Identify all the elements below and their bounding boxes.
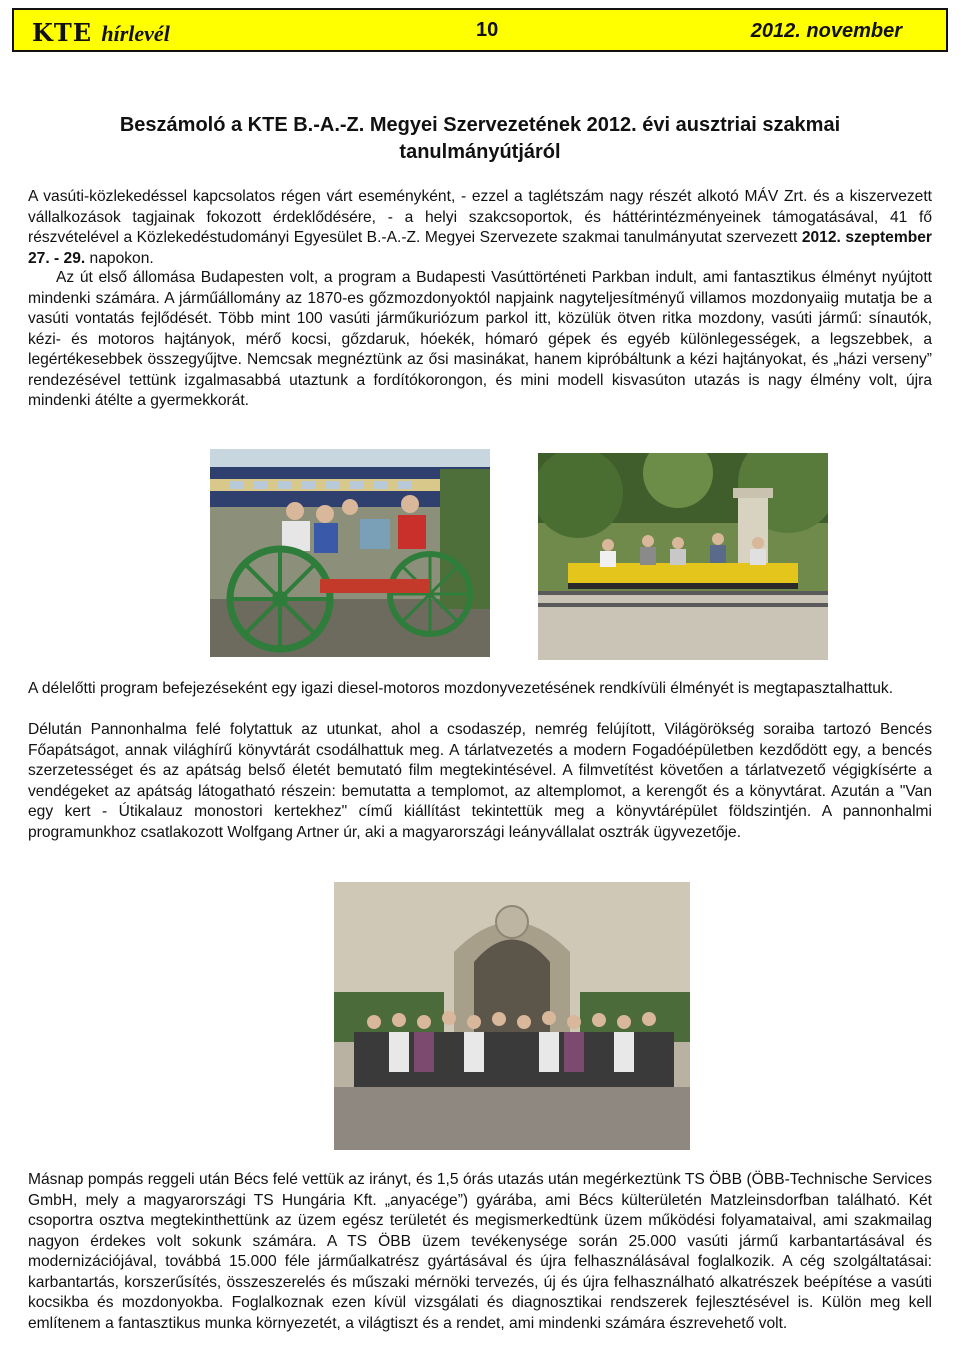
p1-date: 2012. szeptember 27. - 29. (28, 229, 932, 267)
paragraph-budapest: Az út első állomása Budapesten volt, a program a Budapesti Vasúttörténeti Parkban indult, ami fantasztikus élményt nyújtott mindenki számára. A járműállomány az 1870-es gőzmozdonyoktól napjaink nagyteljesítményű villamos mozdonyaiig mutatja be a vasúti vontatás fejlődését. Több mint 100 vasúti járműkuriózum parkol itt, közülük ötven ritka mozdony, vasúti jármű: sínautók, kézi- és motoros hajtányok, mérő kocsi, gőzdaruk, hóekék, hómaró gépek és egyéb különlegességek, a legszebbek, a legértékesebbek összegyűjtve. Nemcsak megnéztünk az ősi masinákat, hanem kipróbáltunk a kézi hajtányokat, és „házi verseny” rendezésével tettünk izgalmasabbá utaztunk a fordítókorongon, és mini modell kisvasúton utazás is nagy élmény volt, újra mindenki átélte a gyermekkorát. (28, 269, 932, 409)
mini-railway-illustration (538, 453, 828, 660)
article-title (60, 112, 900, 166)
logo-main: KTE (32, 18, 93, 47)
group-illustration (334, 882, 690, 1150)
title-line-1: Beszámoló a KTE B.-A.-Z. Megyei Szervezetének 2012. évi ausztriai szakmai (119, 114, 841, 136)
mini-railway-photo (538, 453, 828, 660)
issue-date: 2012. november (750, 20, 902, 42)
group-photo (334, 882, 690, 1150)
newsletter-header (12, 8, 948, 52)
handcar-illustration (210, 449, 490, 657)
kte-logo (32, 18, 170, 47)
p1-end: napokon. (85, 249, 154, 267)
handcar-photo (210, 449, 490, 657)
p1-text: A vasúti-közlekedéssel kapcsolatos régen várt eseményként, - ezzel a taglétszám nagy részét alkotó MÁV Zrt. és a kiszervezett vállalkozások tagjainak fokozott érdeklődésére, - a helyi szakcsoportok, és háttérintézményeinek támogatásával, 41 fő részvételével a Közlekedéstudományi Egyesület B.-A.-Z. Megyei Szervezete szakmai tanulmányutat szervezett (28, 188, 932, 246)
paragraph-pannonhalma: Délután Pannonhalma felé folytattuk az utunkat, ahol a csodaszép, nemrég felújított, Világörökség soraiba tartozó Bencés Főapátságot, annak világhírű könyvtárát csodálhattuk meg. A tárlatvezetés a modern Fogadóépületben kezdődött egy, a bencés szerzetességet és az apátság belső életét bemutató film megtekintésével. A filmvetítést követően a tárlatvezető végigkísérte a vendégeket az apátság látogatható részein: bemutatta a templomot, az altemplomot, a kerengőt és a könyvtárat. Azután a "Van egy kert - Útikalauz monostori kertekhez" című kiállítást tekintettük meg a könyvtárépület földszintjén. A pannonhalmi programunkhoz csatlakozott Wolfgang Artner úr, aki a magyarországi leányvállalat osztrák ügyvezetője. (28, 721, 932, 841)
logo-sub: hírlevél (101, 21, 170, 46)
paragraph-vienna: Másnap pompás reggeli után Bécs felé vettük az irányt, és 1,5 órás utazás után megérkeztünk TS ÖBB (ÖBB-Technische Services GmbH, mely a magyarországi TS Hungária Kft. „anyacége”) gyárába, ami Bécs külterületén Matzleinsdorfban található. Két csoportra osztva megtekinthettünk az üzem egész területét és megismerkedtünk üzem működési folyamataival, ami szakmailag nagyon érdekes volt sokunk számára. A TS ÖBB üzem tevékenysége során 25.000 vasúti jármű karbantartásával és modernizációjával, továbbá 15.000 féle járműalkatrész gyártásával és újra felhasználásával foglalkozik. A cég szolgáltatásai: karbantartás, korszerűsítés, összeszerelés és műszaki mérnöki tervezés, új és újra felhasználható alkatrészek beépítése a vasúti kocsikba és mozdonyokba. Foglalkoznak ezen kívül vizsgálati és diagnosztikai rendszerek fejlesztésével is. Külön meg kell említenem a fantasztikus munka környezetét, a világtiszt és a rendet, ami mindenki számára észrevehető volt. (28, 1171, 932, 1332)
paragraph-intro (28, 187, 932, 269)
page-number: 10 (476, 19, 499, 41)
paragraph-diesel: A délelőtti program befejezéseként egy igazi diesel-motoros mozdonyvezetésének rendkívüli élményét is megtapasztalhattuk. (28, 680, 894, 697)
title-line-2: tanulmányútjáról (399, 141, 561, 163)
